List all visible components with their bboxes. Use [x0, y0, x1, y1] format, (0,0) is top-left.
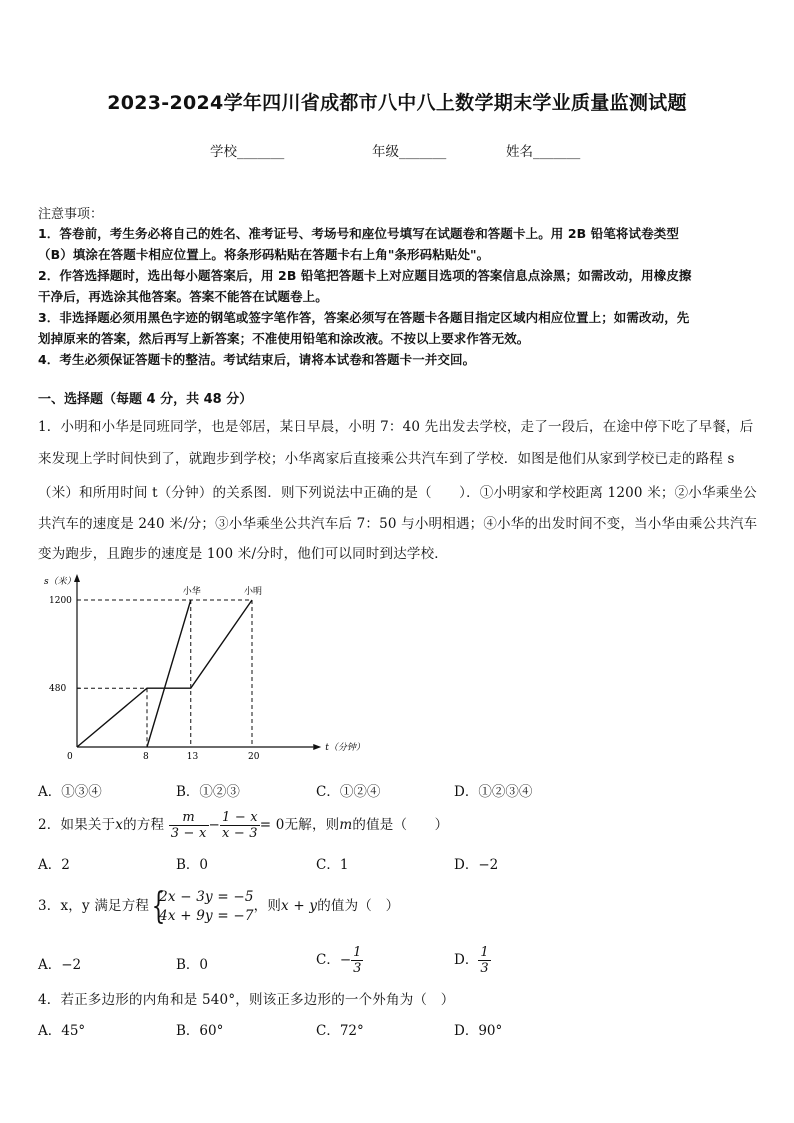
q2-frac1-num: m — [169, 810, 209, 826]
q2-frac1-den: 3 − x — [170, 826, 207, 841]
q2-eq: = 0 — [259, 817, 285, 833]
q3-option-c-fraction — [351, 945, 363, 976]
x-tick-label: 13 — [186, 752, 199, 762]
q4-option-c: C．72° — [316, 1023, 364, 1039]
q3-d-den: 3 — [480, 961, 489, 976]
q2-mid: 的方程 — [123, 817, 165, 833]
x-tick-label: 8 — [143, 752, 149, 762]
q2-suffix2: 的值是（ ） — [352, 817, 449, 833]
y-tick-label: 480 — [49, 684, 67, 695]
q2-minus: − — [208, 817, 221, 833]
q2-option-b: B．0 — [176, 857, 209, 873]
x-axis-label: t（分钟） — [325, 743, 365, 753]
q2-var-x: x — [115, 817, 124, 833]
q2-fraction-2 — [220, 810, 260, 841]
q3-prefix: 3．x，y 满足方程 — [38, 898, 150, 914]
q2-option-c: C．1 — [316, 857, 349, 873]
q3-c-den: 3 — [353, 961, 362, 976]
q3-equation-system — [149, 885, 254, 927]
series-label: 小华 — [182, 587, 201, 597]
q4-option-d: D．90° — [454, 1023, 503, 1039]
series-line-小明 — [77, 600, 252, 747]
q3-c-num: 1 — [353, 945, 362, 960]
note-line: 4．考生必须保证答题卡的整洁。考试结束后，请将本试卷和答题卡一并交回。 — [38, 352, 476, 367]
q2-frac2-num: 1 − x — [222, 810, 258, 825]
q2-suffix1: 无解，则 — [284, 817, 340, 833]
q1-option-c: C．①②④ — [316, 784, 381, 800]
question-1-line: （米）和所用时间 t（分钟）的关系图．则下列说法中正确的是（ ）．①小明家和学校距离 1200 米；②小华乘坐公 — [38, 485, 757, 501]
distance-time-chart — [30, 570, 365, 765]
q1-option-b: B．①②③ — [176, 784, 240, 800]
question-1-line: 共汽车的速度是 240 米/分；③小华乘坐公共汽车后 7：50 与小明相遇；④小华的出发时间不变，当小华由乘公共汽车 — [38, 516, 758, 532]
question-2 — [38, 806, 448, 844]
q3-option-c-label: C．− — [316, 952, 352, 968]
question-1-line: 变为跑步，且跑步的速度是 100 米/分时，他们可以同时到达学校． — [38, 546, 448, 562]
note-line: 划掉原来的答案，然后再写上新答案；不准使用铅笔和涂改液。不按以上要求作答无效。 — [38, 331, 530, 346]
q3-equation-2: 4x + 9y = −7 — [159, 907, 254, 924]
q2-fraction-1 — [169, 810, 209, 841]
q2-frac2-den: x − 3 — [222, 826, 258, 841]
q3-option-d-fraction — [478, 945, 490, 976]
q3-option-b: B．0 — [176, 957, 209, 973]
question-1-line: 来发现上学时间快到了，就跑步到学校；小华离家后直接乘公共汽车到了学校．如图是他们从家到学校已走的路程 s — [38, 451, 735, 467]
x-axis-arrow-icon — [313, 744, 321, 750]
q1-option-d: D．①②③④ — [454, 784, 533, 800]
q2-prefix: 2．如果关于 — [38, 817, 116, 833]
note-line: 2．作答选择题时，选出每小题答案后，用 2B 铅笔把答题卡上对应题目选项的答案信息点涂黑；如需改动，用橡皮擦 — [38, 268, 692, 283]
school-field: 学校_______ — [210, 144, 285, 160]
q4-option-a: A．45° — [38, 1023, 86, 1039]
q3-suffix2: 的值为（ ） — [317, 898, 400, 914]
q3-suffix1: ，则 — [253, 898, 282, 914]
q2-option-d: D．−2 — [454, 857, 499, 873]
q3-option-d — [454, 940, 491, 980]
q3-d-num: 1 — [480, 945, 489, 960]
note-line: （B）填涂在答题卡相应位置上。将条形码粘贴在答题卡右上角"条形码粘贴处"。 — [38, 247, 490, 262]
question-3 — [38, 884, 399, 928]
question-1-line: 1．小明和小华是同班同学，也是邻居，某日早晨，小明 7：40 先出发去学校，走了一段后，在途中停下吃了早餐，后 — [38, 419, 754, 435]
q3-option-a: A．−2 — [38, 957, 82, 973]
q3-option-d-label: D． — [454, 952, 479, 968]
q3-equation-1: 2x − 3y = −5 — [159, 888, 254, 905]
q3-expr: x + y — [281, 898, 318, 914]
series-line-小华 — [147, 600, 191, 747]
brace-icon: { — [151, 885, 166, 927]
y-tick-label: 1200 — [49, 596, 72, 606]
q2-var-m: m — [339, 817, 353, 833]
q3-option-c — [316, 940, 363, 980]
notes-heading: 注意事项： — [38, 207, 104, 222]
note-line: 3．非选择题必须用黑色字迹的钢笔或签字笔作答，答案必须写在答题卡各题目指定区域内相应位置上；如需改动，先 — [38, 310, 690, 325]
page-title: 2023-2024学年四川省成都市八中八上数学期末学业质量监测试题 — [107, 92, 687, 114]
note-line: 1．答卷前，考生务必将自己的姓名、准考证号、考场号和座位号填写在试题卷和答题卡上。用 2B 铅笔将试卷类型 — [38, 226, 679, 241]
name-field: 姓名_______ — [506, 144, 581, 160]
q1-option-a: A．①③④ — [38, 784, 102, 800]
x-tick-label: 0 — [67, 752, 73, 762]
section-heading: 一、选择题（每题 4 分，共 48 分） — [38, 392, 253, 407]
note-line: 干净后，再选涂其他答案。答案不能答在试题卷上。 — [38, 289, 328, 304]
grade-field: 年级_______ — [372, 144, 447, 160]
x-tick-label: 20 — [248, 752, 260, 762]
q4-option-b: B．60° — [176, 1023, 224, 1039]
question-4: 4．若正多边形的内角和是 540°，则该正多边形的一个外角为（ ） — [38, 992, 455, 1008]
y-axis-label: s（米） — [44, 577, 76, 587]
series-label: 小明 — [244, 587, 263, 597]
q2-option-a: A．2 — [38, 857, 70, 873]
